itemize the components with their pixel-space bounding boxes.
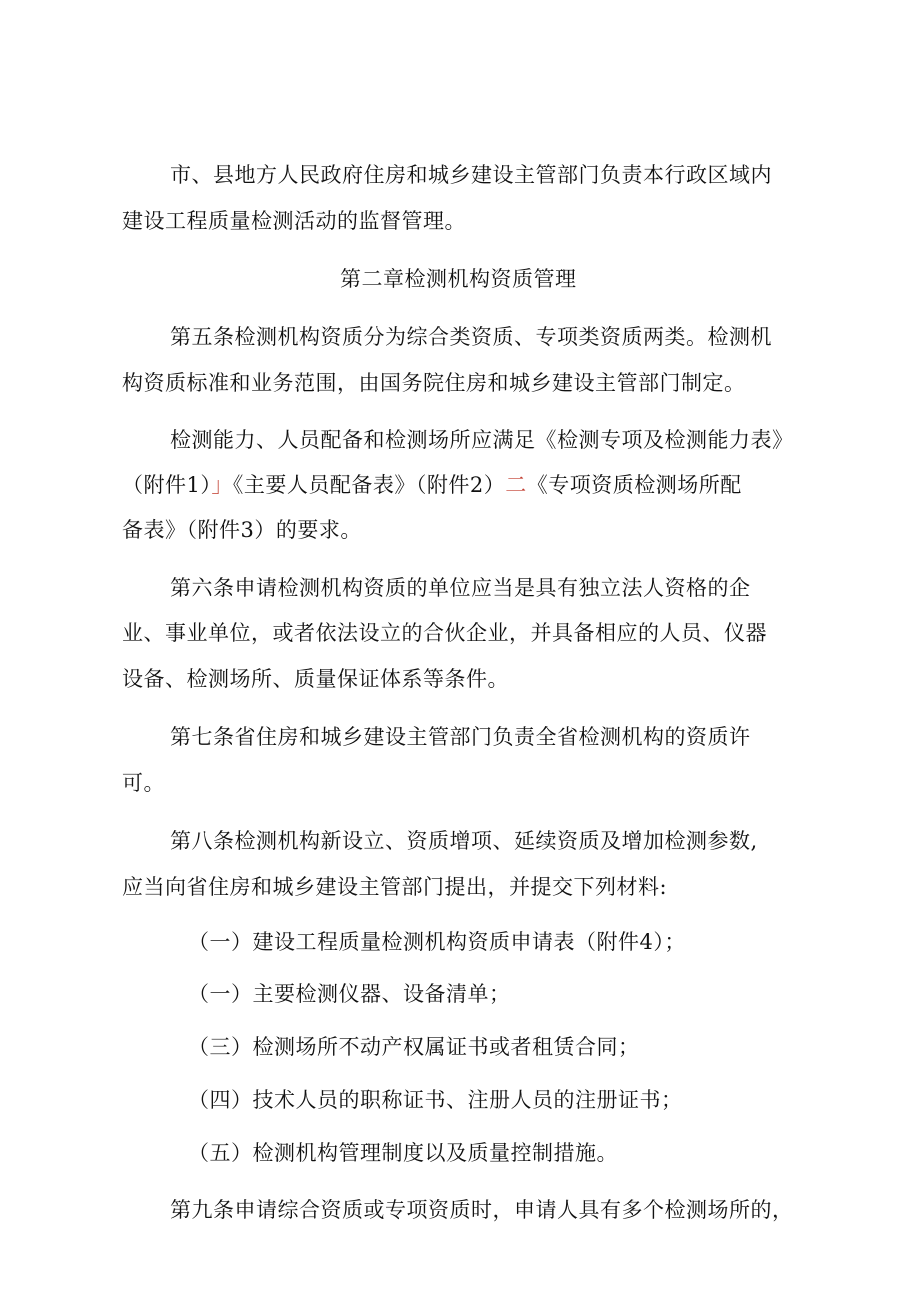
- ability-paragraph-line: 检测能力、人员配备和检测场所应满足《检测专项及检测能力表》: [170, 428, 794, 452]
- list-item: （四）技术人员的职称证书、注册人员的注册证书；: [188, 1088, 683, 1112]
- list-item: （五）检测机构管理制度以及质量控制措施。: [188, 1141, 618, 1165]
- list-item: （一）主要检测仪器、设备清单；: [188, 982, 511, 1006]
- list-item: （一）建设工程质量检测机构资质申请表（附件4）；: [188, 930, 686, 954]
- ability-paragraph-line: [122, 470, 742, 500]
- stray-mark: 二: [505, 473, 527, 497]
- paragraph-line: 市、县地方人民政府住房和城乡建设主管部门负责本行政区域内: [170, 163, 772, 187]
- attachment-ref: 《专项资质检测场所配: [526, 473, 742, 497]
- ability-paragraph-line: 备表》（附件3）的要求。: [122, 518, 362, 542]
- article-7-line: 可。: [122, 771, 165, 795]
- paragraph-line: 建设工程质量检测活动的监督管理。: [122, 209, 466, 233]
- article-7-line: 第七条省住房和城乡建设主管部门负责全省检测机构的资质许: [170, 725, 751, 749]
- list-item: （三）检测场所不动产权属证书或者租赁合同；: [188, 1035, 640, 1059]
- article-8-line: 第八条检测机构新设立、资质增项、延续资质及增加检测参数,: [170, 829, 758, 853]
- attachment-ref: 《主要人员配备表》（附件2）: [232, 473, 506, 497]
- article-6-line: 业、事业单位，或者依法设立的合伙企业，并具备相应的人员、仪器: [122, 621, 767, 645]
- article-6-line: 设备、检测场所、质量保证体系等条件。: [122, 667, 509, 691]
- chapter-heading: 第二章检测机构资质管理: [340, 267, 577, 291]
- article-6-line: 第六条申请检测机构资质的单位应当是具有独立法人资格的企: [170, 576, 751, 600]
- article-5-line: 第五条检测机构资质分为综合类资质、专项类资质两类。检测机: [170, 325, 772, 349]
- article-5-line: 构资质标准和业务范围，由国务院住房和城乡建设主管部门制定。: [122, 371, 746, 395]
- article-8-line: 应当向省住房和城乡建设主管部门提出，并提交下列材料:: [122, 875, 668, 899]
- attachment-ref: （附件1）: [122, 473, 212, 497]
- stray-mark: 」: [211, 473, 233, 497]
- article-9-line: 第九条申请综合资质或专项资质时，申请人具有多个检测场所的，: [170, 1198, 794, 1222]
